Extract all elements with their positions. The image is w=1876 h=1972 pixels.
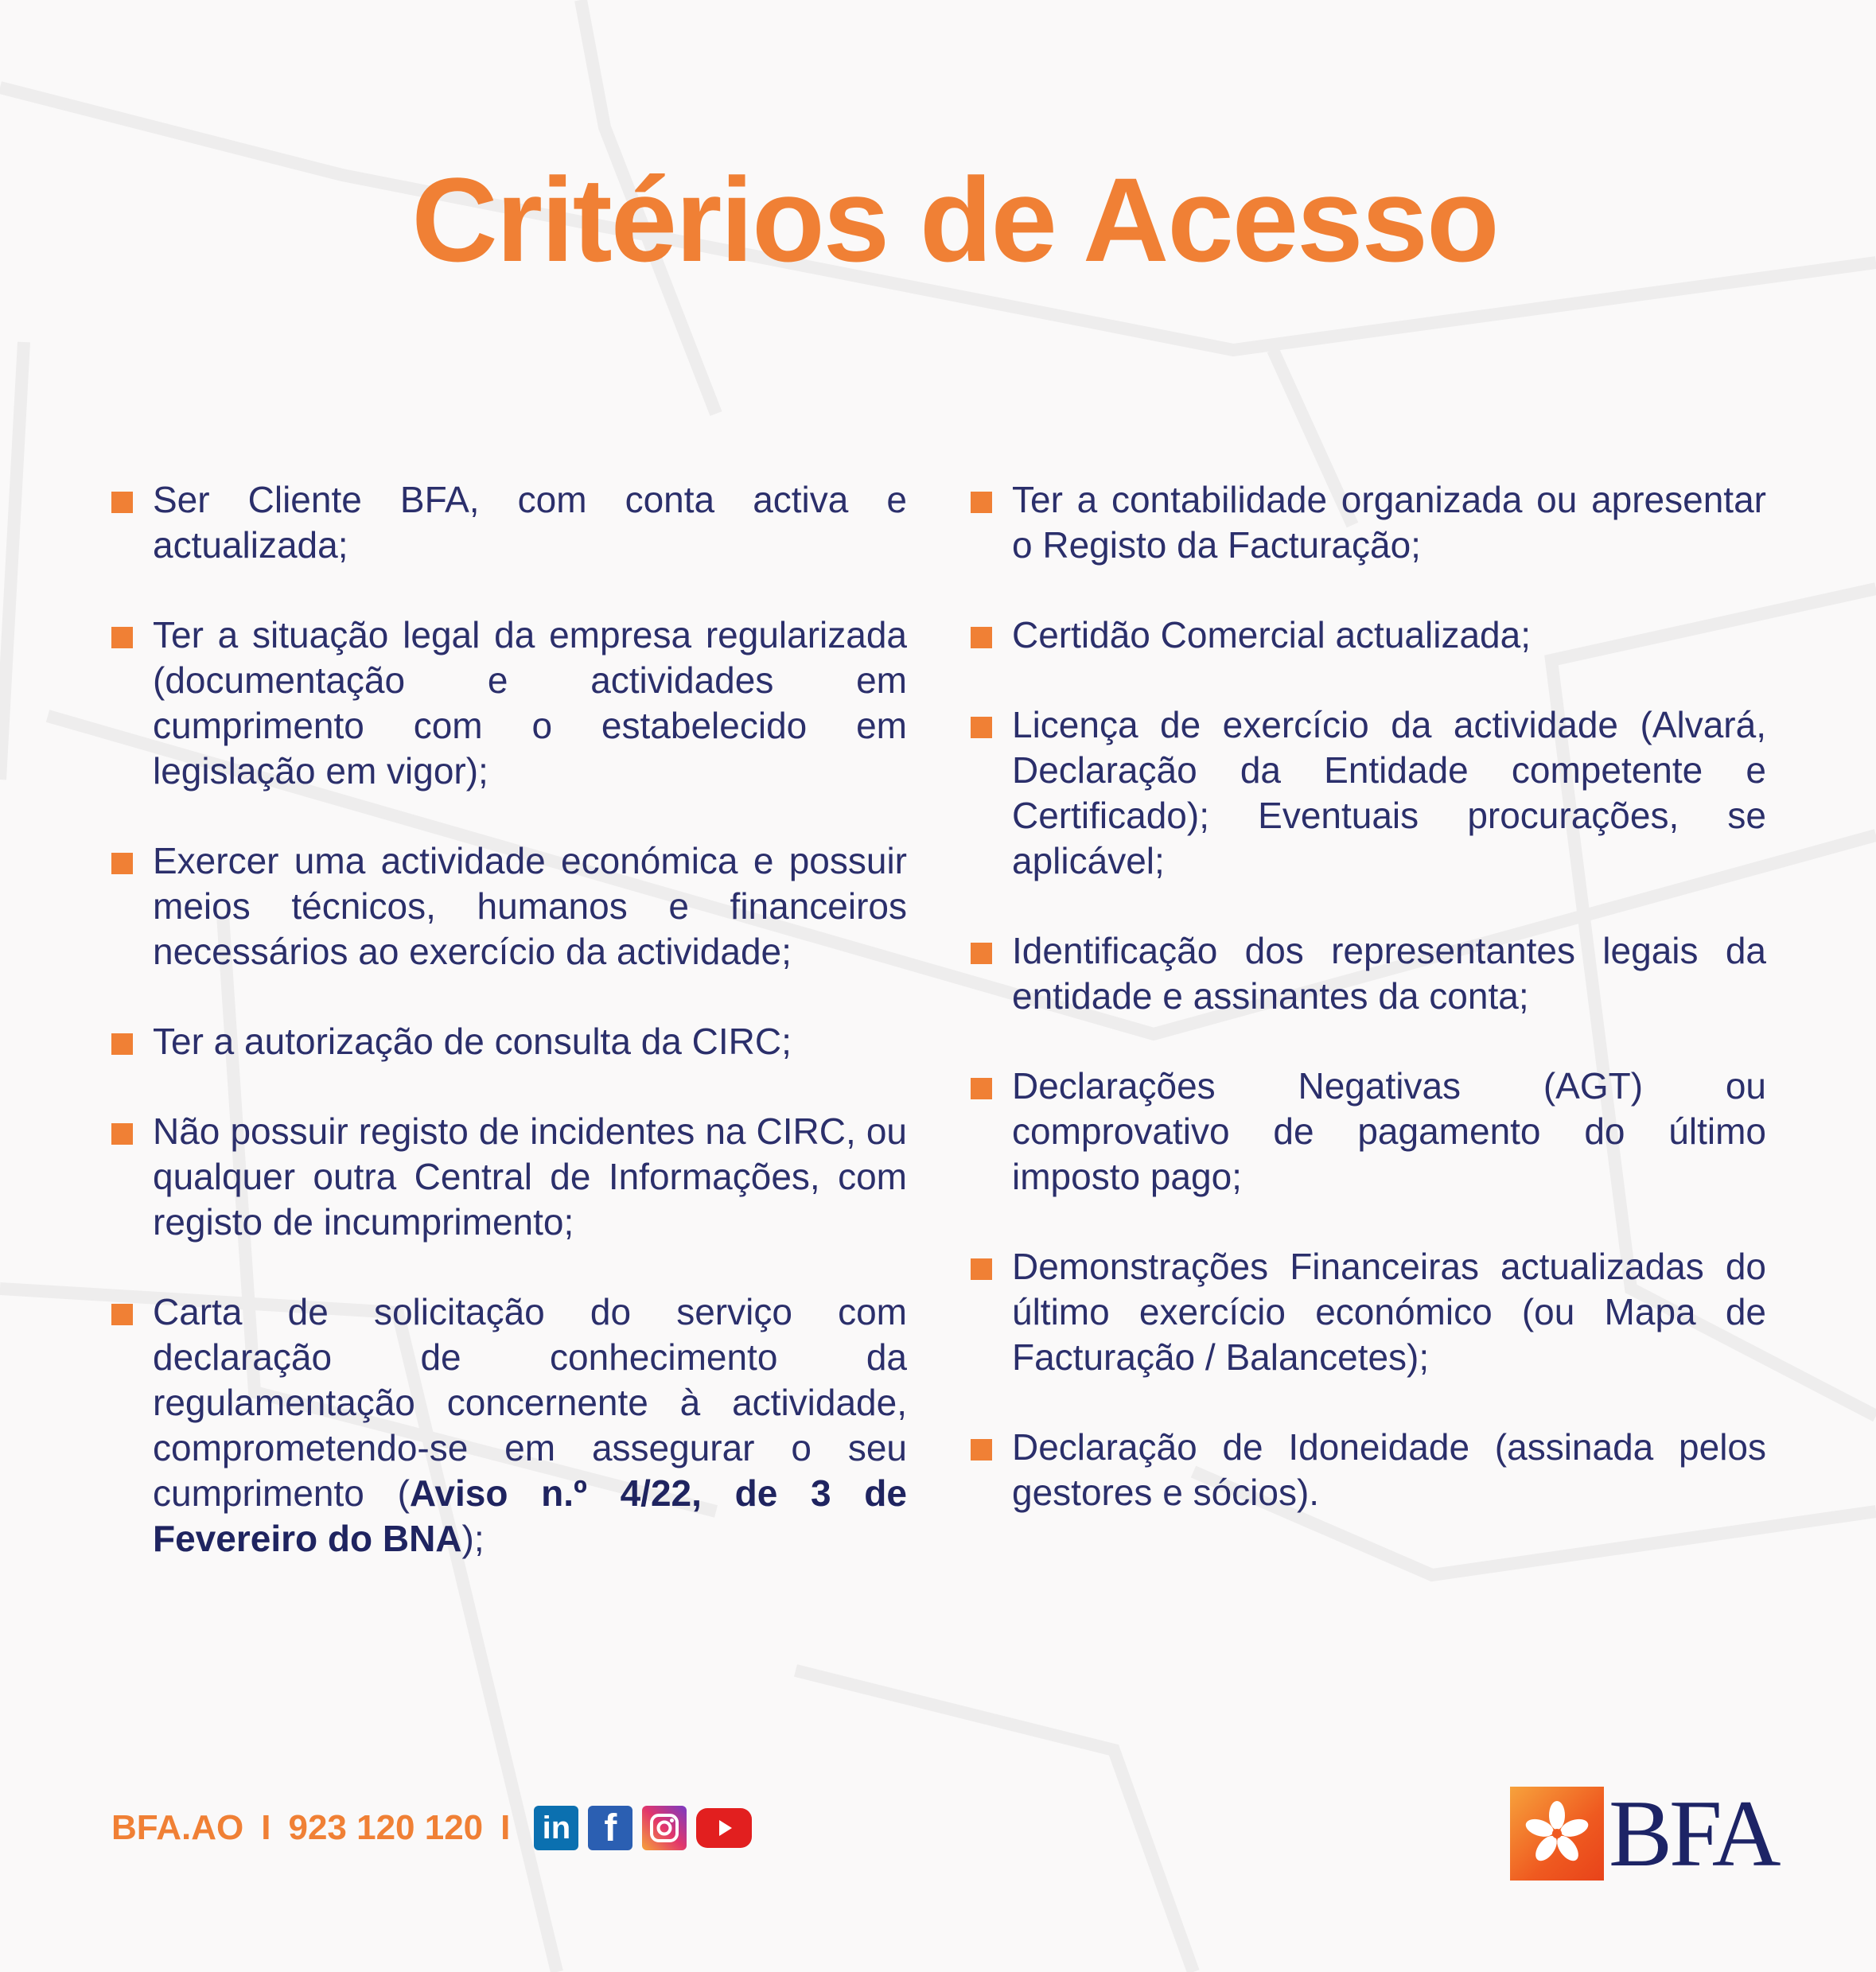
list-item-text: Exercer uma actividade económica e possuir meios técnicos, humanos e financeiros necessários ao exercício da actividade; bbox=[153, 840, 907, 972]
page-title: Critérios de Acesso bbox=[411, 153, 1498, 286]
list-item-text: Certidão Comercial actualizada; bbox=[1012, 614, 1531, 655]
square-bullet-icon bbox=[971, 627, 992, 648]
list-item-text: Demonstrações Financeiras actualizadas do último exercício económico (ou Mapa de Facturação / Balancetes); bbox=[1012, 1246, 1766, 1378]
social-links bbox=[534, 1806, 752, 1850]
square-bullet-icon bbox=[111, 492, 133, 513]
youtube-icon[interactable] bbox=[696, 1808, 752, 1848]
list-item-text: Carta de solicitação do serviço com declaração de conhecimento da regulamentação concernente à actividade, comprometendo-se em assegurar o seu cumprimento ( bbox=[153, 1291, 907, 1514]
facebook-icon[interactable]: f bbox=[588, 1806, 632, 1850]
list-item-text: Ter a situação legal da empresa regularizada (documentação e actividades em cumprimento com o estabelecido em legislação em vigor); bbox=[153, 614, 907, 792]
footer-separator: I bbox=[500, 1808, 511, 1847]
linkedin-icon[interactable]: in bbox=[534, 1806, 578, 1850]
list-item bbox=[111, 1019, 907, 1064]
list-item bbox=[971, 477, 1766, 568]
list-item-text: Declarações Negativas (AGT) ou comprovativo de pagamento do último imposto pago; bbox=[1012, 1065, 1766, 1197]
bfa-logo bbox=[1510, 1780, 1778, 1886]
square-bullet-icon bbox=[111, 627, 133, 648]
list-item bbox=[111, 477, 907, 568]
regulation-reference: Aviso n.º 4/22, de 3 de Fevereiro do BNA bbox=[153, 1472, 907, 1559]
flower-glyph bbox=[1521, 1798, 1593, 1869]
website-link[interactable]: BFA.AO bbox=[111, 1808, 244, 1847]
phone-number[interactable]: 923 120 120 bbox=[288, 1808, 484, 1847]
list-item bbox=[111, 1289, 907, 1562]
square-bullet-icon bbox=[111, 853, 133, 874]
footer-contact bbox=[111, 1806, 752, 1850]
square-bullet-icon bbox=[971, 1078, 992, 1099]
list-item bbox=[971, 702, 1766, 884]
list-item bbox=[111, 613, 907, 794]
list-item bbox=[971, 928, 1766, 1019]
square-bullet-icon bbox=[971, 492, 992, 513]
play-glyph bbox=[712, 1816, 736, 1840]
list-item bbox=[971, 613, 1766, 658]
square-bullet-icon bbox=[111, 1033, 133, 1055]
list-item-text: Identificação dos representantes legais da entidade e assinantes da conta; bbox=[1012, 930, 1766, 1017]
list-item-text: Ser Cliente BFA, com conta activa e actualizada; bbox=[153, 479, 907, 566]
square-bullet-icon bbox=[971, 943, 992, 964]
list-item-text: Não possuir registo de incidentes na CIRC, ou qualquer outra Central de Informações, com registo de incumprimento; bbox=[153, 1110, 907, 1243]
list-item-text: Declaração de Idoneidade (assinada pelos gestores e sócios). bbox=[1012, 1426, 1766, 1513]
list-item-text: Ter a autorização de consulta da CIRC; bbox=[153, 1021, 792, 1062]
list-item-text: Licença de exercício da actividade (Alvará, Declaração da Entidade competente e Certificado); Eventuais procurações, se aplicável; bbox=[1012, 704, 1766, 881]
instagram-glyph bbox=[648, 1812, 680, 1844]
criteria-list-left bbox=[111, 477, 907, 1606]
square-bullet-icon bbox=[971, 717, 992, 738]
criteria-list-right bbox=[971, 477, 1766, 1560]
list-item-suffix: ); bbox=[461, 1518, 485, 1559]
flower-logo-icon bbox=[1510, 1787, 1604, 1881]
list-item bbox=[971, 1244, 1766, 1380]
square-bullet-icon bbox=[111, 1304, 133, 1325]
footer-separator: I bbox=[261, 1808, 271, 1847]
logo-wordmark: BFA bbox=[1609, 1780, 1778, 1886]
list-item bbox=[111, 838, 907, 974]
list-item bbox=[111, 1109, 907, 1245]
square-bullet-icon bbox=[971, 1439, 992, 1461]
square-bullet-icon bbox=[111, 1123, 133, 1145]
instagram-icon[interactable] bbox=[642, 1806, 687, 1850]
square-bullet-icon bbox=[971, 1258, 992, 1280]
list-item-text: Ter a contabilidade organizada ou apresentar o Registo da Facturação; bbox=[1012, 479, 1766, 566]
list-item bbox=[971, 1425, 1766, 1515]
list-item bbox=[971, 1064, 1766, 1200]
